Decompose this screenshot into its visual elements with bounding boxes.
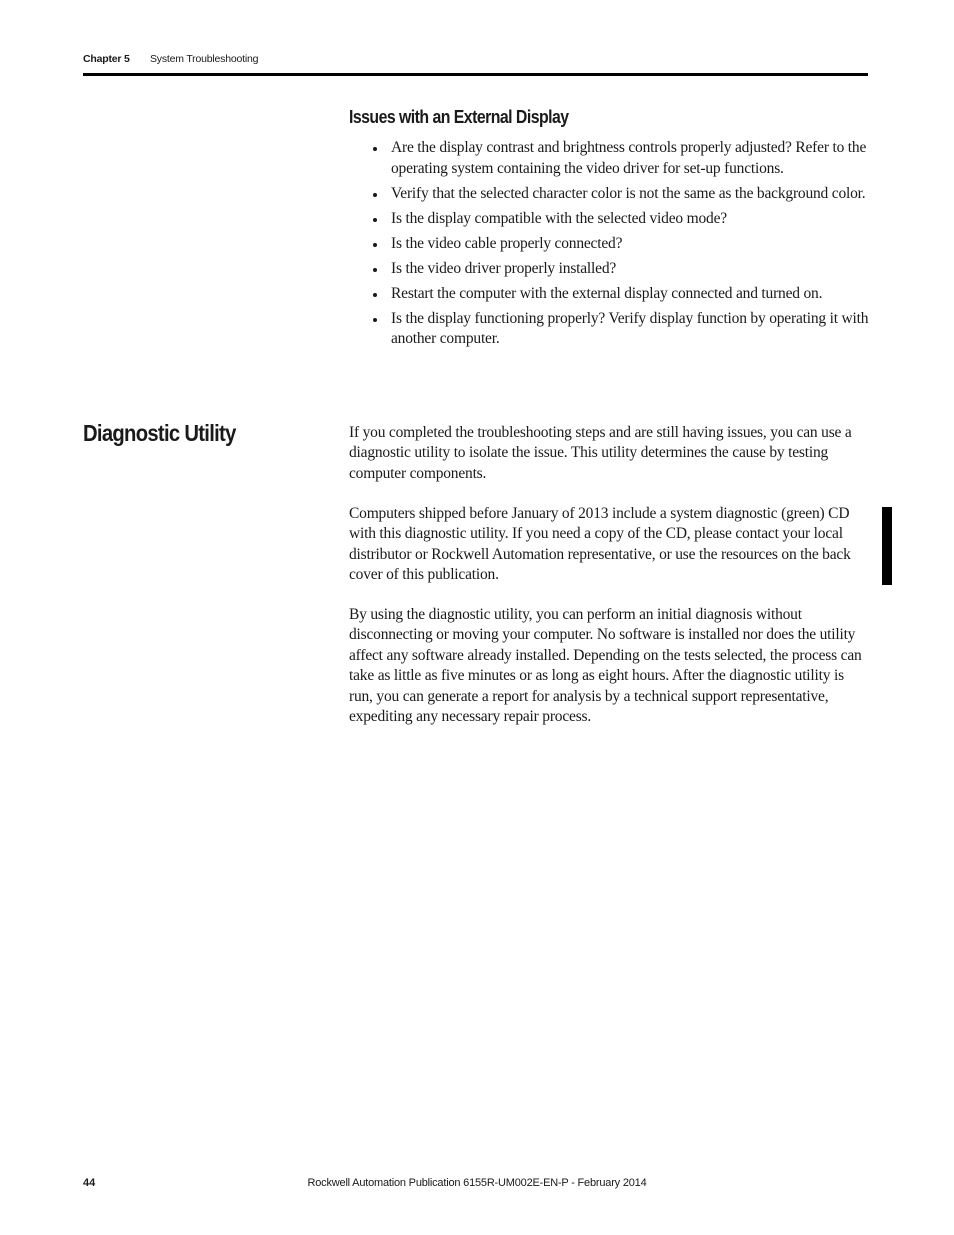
list-item: Restart the computer with the external display connected and turned on. <box>349 284 869 305</box>
diagnostic-utility-body <box>349 423 869 747</box>
list-item: Is the video driver properly installed? <box>349 259 869 280</box>
chapter-thumb-tab <box>882 507 892 585</box>
chapter-label: Chapter 5 <box>83 53 130 65</box>
paragraph: Computers shipped before January of 2013 include a system diagnostic (green) CD with this diagnostic utility. If you need a copy of the CD, please contact your local distributor or Rockwell Automation representative, or use the resources on the back cover of this publication. <box>349 504 851 584</box>
diagnostic-utility-heading: Diagnostic Utility <box>83 420 236 446</box>
paragraph: If you completed the troubleshooting steps and are still having issues, you can use a diagnostic utility to isolate the issue. This utility determines the cause by testing computer components. <box>349 424 852 482</box>
header-rule <box>83 73 868 76</box>
list-item: Is the display functioning properly? Verify display function by operating it with another computer. <box>349 309 869 350</box>
page-number: 44 <box>83 1177 96 1189</box>
external-display-checklist <box>349 138 869 354</box>
list-item: Are the display contrast and brightness controls properly adjusted? Refer to the operating system containing the video driver for set-up functions. <box>349 138 869 179</box>
publication-footer: Rockwell Automation Publication 6155R-UM002E-EN-P - February 2014 <box>307 1177 647 1189</box>
list-item: Verify that the selected character color is not the same as the background color. <box>349 184 869 205</box>
paragraph: By using the diagnostic utility, you can perform an initial diagnosis without disconnecting or moving your computer. No software is installed nor does the utility affect any software already installed. Depending on the tests selected, the process can take as little as five minutes or as long as eight hours. After the diagnostic utility is run, you can generate a report for analysis by a technical support representative, expediting any necessary repair process. <box>349 606 862 726</box>
chapter-title: System Troubleshooting <box>150 53 259 65</box>
list-item: Is the display compatible with the selected video mode? <box>349 209 869 230</box>
external-display-heading: Issues with an External Display <box>349 107 569 127</box>
running-header <box>83 53 258 65</box>
list-item: Is the video cable properly connected? <box>349 234 869 255</box>
